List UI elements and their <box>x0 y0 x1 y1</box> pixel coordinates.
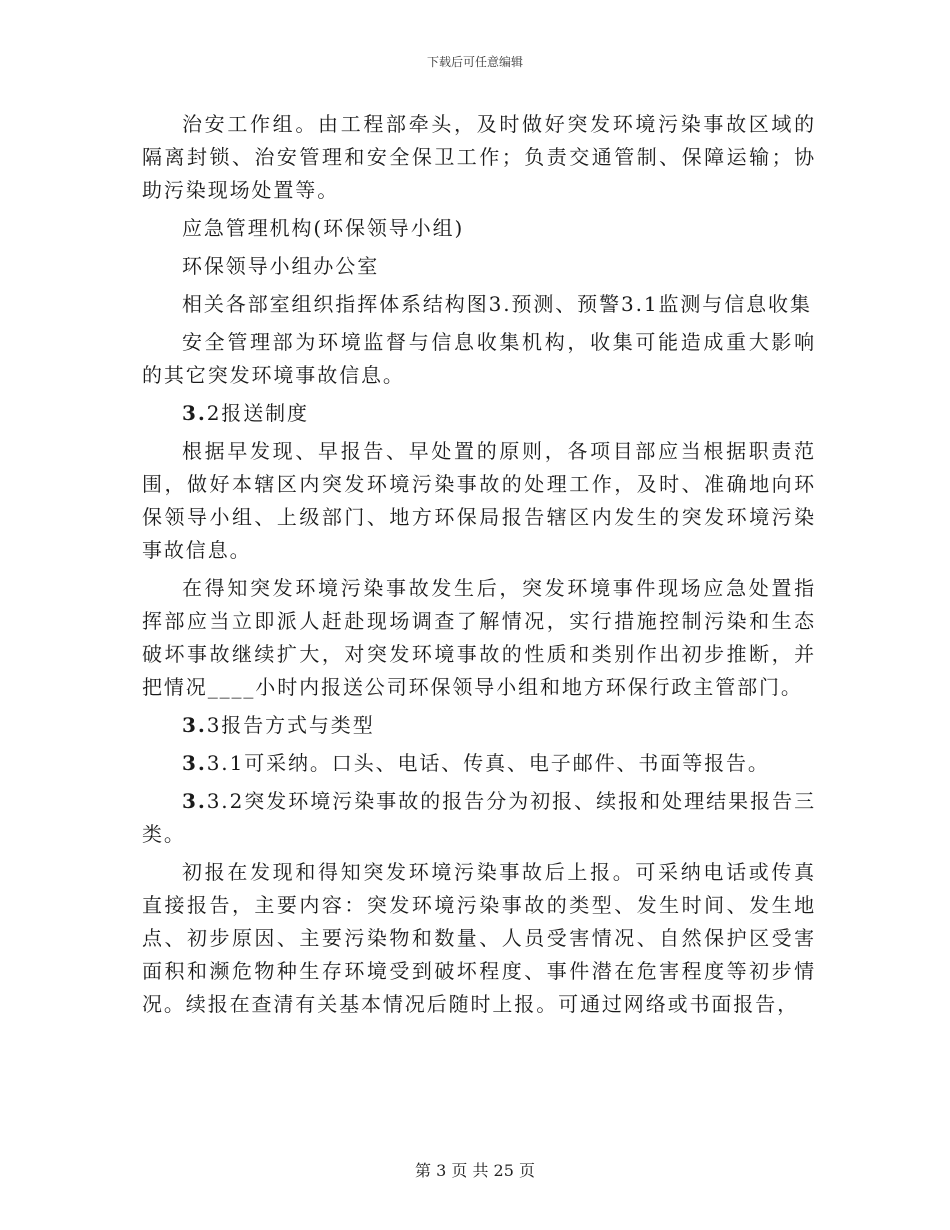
paragraph-emergency-org: 应急管理机构(环保领导小组) <box>182 216 465 240</box>
paragraph-report-types: 3.3.2突发环境污染事故的报告分为初报、续报和处理结果报告三类。 <box>142 789 816 846</box>
heading-report-methods: 3.3报告方式与类型 <box>182 713 375 737</box>
paragraph-initial-report: 初报在发现和得知突发环境污染事故后上报。可采纳电话或传真直接报告，主要内容：突发环境污染事故的类型、发生时间、发生地点、初步原因、主要污染物和数量、人员受害情况、自然保护区受害面积和濒危物种生存环境受到破坏程度、事件潜在危害程度等初步情况。续报在查清有关基本情况后随时上报。可通过网络或书面报告， <box>142 860 816 1016</box>
paragraph-env-office: 环保领导小组办公室 <box>182 254 380 278</box>
paragraph-security-group: 治安工作组。由工程部牵头，及时做好突发环境污染事故区域的隔离封锁、治安管理和安全保卫工作；负责交通管制、保障运输；协助污染现场处置等。 <box>142 112 816 202</box>
section-number: 3. <box>182 789 207 813</box>
section-number: 3. <box>182 401 207 425</box>
paragraph-early-report: 根据早发现、早报告、早处置的原则，各项目部应当根据职责范围，做好本辖区内突发环境污染事故的处理工作，及时、准确地向环保领导小组、上级部门、地方环保局报告辖区内发生的突发环境污染事故信息。 <box>142 439 816 562</box>
paragraph-monitoring: 安全管理部为环境监督与信息收集机构，收集可能造成重大影响的其它突发环境事故信息。 <box>142 330 816 387</box>
paragraph-on-site-response: 在得知突发环境污染事故发生后，突发环境事件现场应急处置指挥部应当立即派人赶赴现场调查了解情况，实行措施控制污染和生态破坏事故继续扩大，对突发环境事故的性质和类别作出初步推断，并把情况____小时内报送公司环保领导小组和地方环保行政主管部门。 <box>142 576 816 699</box>
paragraph-org-chart: 相关各部室组织指挥体系结构图3.预测、预警3.1监测与信息收集 <box>182 292 812 316</box>
section-number: 3. <box>182 713 207 737</box>
page-header: 下载后可任意编辑 <box>426 55 523 69</box>
heading-reporting-system: 3.2报送制度 <box>182 401 309 425</box>
section-number: 3. <box>182 751 207 775</box>
page-footer: 第 3 页 共 25 页 <box>415 1161 535 1180</box>
paragraph-report-channels: 3.3.1可采纳。口头、电话、传真、电子邮件、书面等报告。 <box>182 751 770 775</box>
document-body <box>142 108 816 1026</box>
